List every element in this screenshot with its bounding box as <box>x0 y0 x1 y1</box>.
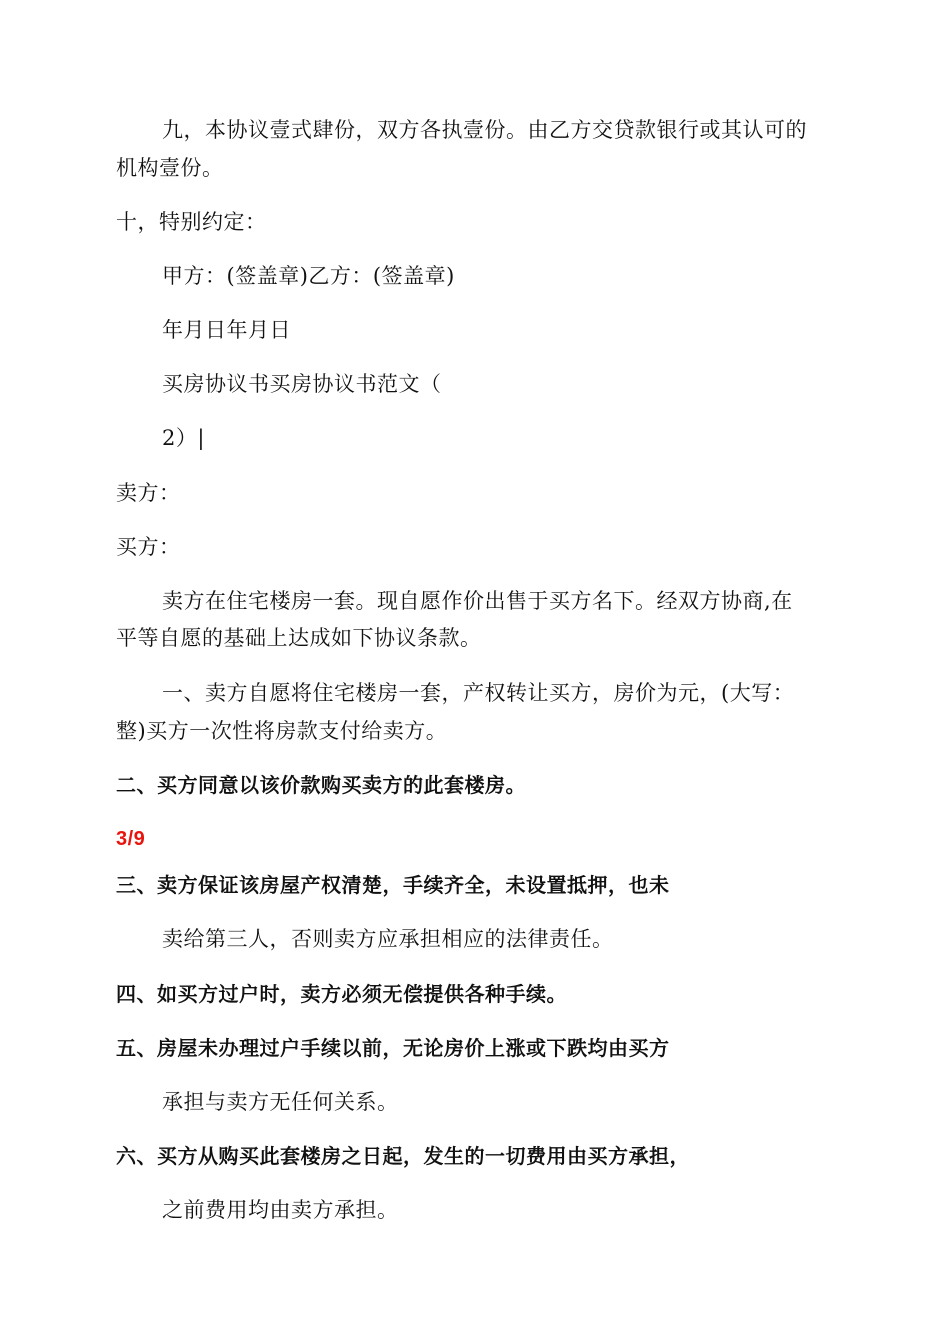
clause-9-line-1: 九，本协议壹式肆份，双方各执壹份。由乙方交贷款银行或其认可的 <box>162 118 807 142</box>
seller-label: 卖方： <box>116 481 181 505</box>
clause-1-line-2: 整)买方一次性将房款支付给卖方。 <box>116 719 448 743</box>
clause-2: 二、买方同意以该价款购买卖方的此套楼房。 <box>116 773 526 797</box>
preamble-line-2: 平等自愿的基础上达成如下协议条款。 <box>116 626 482 650</box>
buyer-label: 买方： <box>116 535 181 559</box>
clause-4: 四、如买方过户时，卖方必须无偿提供各种手续。 <box>116 982 567 1006</box>
clause-1-line-1: 一、卖方自愿将住宅楼房一套，产权转让买方，房价为元，(大写： <box>162 681 795 705</box>
clause-9-line-2: 机构壹份。 <box>116 156 224 180</box>
preamble-line-1: 卖方在住宅楼房一套。现自愿作价出售于买方名下。经双方协商,在 <box>162 589 793 613</box>
clause-10-heading: 十，特别约定： <box>116 210 267 234</box>
clause-3-line-2: 卖给第三人，否则卖方应承担相应的法律责任。 <box>162 927 614 951</box>
clause-5-line-2: 承担与卖方无任何关系。 <box>162 1090 399 1114</box>
clause-6-line-1: 六、买方从购买此套楼房之日起，发生的一切费用由买方承担， <box>116 1144 690 1168</box>
clause-5-line-1: 五、房屋未办理过户手续以前，无论房价上涨或下跌均由买方 <box>116 1036 670 1060</box>
signature-line: 甲方：(签盖章)乙方：(签盖章) <box>162 264 455 288</box>
section-title-line-2: 2）| <box>162 426 205 450</box>
section-title-line-1: 买房协议书买房协议书范文（ <box>162 372 442 396</box>
date-line: 年月日年月日 <box>162 318 291 342</box>
clause-6-line-2: 之前费用均由卖方承担。 <box>162 1198 399 1222</box>
clause-3-line-1: 三、卖方保证该房屋产权清楚，手续齐全，未设置抵押，也未 <box>116 873 670 897</box>
page-number: 3/9 <box>116 828 146 850</box>
